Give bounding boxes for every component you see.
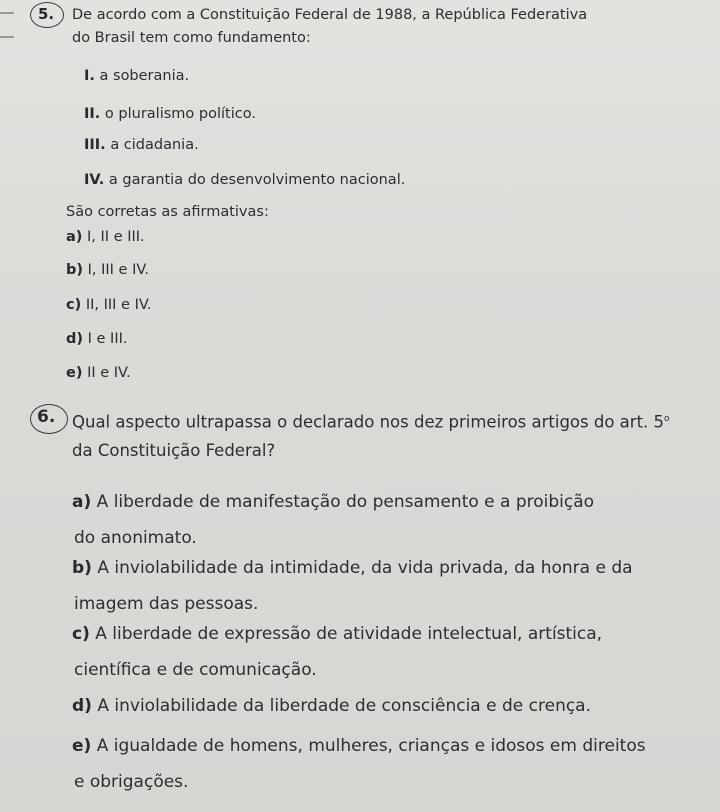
option-text-line: A igualdade de homens, mulheres, crianças e idosos em direitos	[96, 736, 646, 756]
answer-option[interactable]	[66, 262, 149, 278]
answer-option[interactable]	[72, 728, 672, 800]
statement-text: a cidadania.	[110, 137, 199, 153]
option-label: b)	[66, 262, 84, 278]
statement-item	[84, 172, 405, 188]
option-text-line: imagem das pessoas.	[74, 594, 259, 614]
option-label: a)	[66, 229, 83, 245]
option-text: I e III.	[87, 331, 128, 347]
question-stem-line: do Brasil tem como fundamento:	[72, 30, 311, 46]
answer-option[interactable]	[66, 331, 127, 347]
option-text-line: e obrigações.	[74, 772, 189, 792]
answer-option[interactable]	[72, 616, 672, 688]
statement-text: a soberania.	[99, 68, 190, 84]
option-text-line: do anonimato.	[74, 528, 197, 548]
statement-label: II.	[84, 106, 101, 122]
answer-option[interactable]	[66, 229, 145, 245]
answer-option[interactable]	[72, 550, 672, 622]
statement-item	[84, 106, 256, 122]
page-edge-mark	[0, 36, 14, 38]
option-label: c)	[66, 297, 82, 313]
option-label: d)	[66, 331, 84, 347]
answer-option[interactable]	[72, 484, 672, 556]
question-stem-line	[72, 407, 670, 435]
answer-option[interactable]	[66, 297, 152, 313]
option-label: d)	[72, 696, 92, 716]
option-label: c)	[72, 624, 90, 644]
option-text-line: científica e de comunicação.	[74, 660, 317, 680]
question-prompt: São corretas as afirmativas:	[66, 204, 269, 220]
option-text-line: A liberdade de expressão de atividade intelectual, artística,	[95, 624, 603, 644]
question-stem-line: da Constituição Federal?	[72, 441, 276, 460]
statement-item	[84, 137, 199, 153]
statement-item	[84, 68, 189, 84]
statement-text: a garantia do desenvolvimento nacional.	[108, 172, 406, 188]
statement-label: I.	[84, 68, 95, 84]
option-text-line: A liberdade de manifestação do pensamento e a proibição	[96, 492, 595, 512]
option-text: I, II e III.	[87, 229, 145, 245]
option-text: II e IV.	[87, 365, 131, 381]
option-label: b)	[72, 558, 92, 578]
question-stem-line: De acordo com a Constituição Federal de 1988, a República Federativa	[72, 7, 588, 23]
question-number: 5.	[38, 5, 55, 23]
answer-option[interactable]	[72, 688, 672, 724]
question-stem-text: Qual aspecto ultrapassa o declarado nos dez primeiros artigos do art. 5	[72, 412, 665, 432]
option-text: II, III e IV.	[85, 297, 152, 313]
statement-text: o pluralismo político.	[104, 106, 256, 122]
option-label: e)	[66, 365, 83, 381]
answer-option[interactable]	[66, 365, 131, 381]
statement-label: III.	[84, 137, 106, 153]
ordinal-superscript: o	[664, 414, 670, 424]
statement-label: IV.	[84, 172, 105, 188]
option-text: I, III e IV.	[87, 262, 150, 278]
option-text-line: A inviolabilidade da intimidade, da vida privada, da honra e da	[97, 558, 633, 578]
option-label: e)	[72, 736, 92, 756]
option-label: a)	[72, 492, 92, 512]
option-text-line: A inviolabilidade da liberdade de consciência e de crença.	[97, 696, 592, 716]
question-number: 6.	[37, 407, 56, 427]
page-edge-mark	[0, 12, 14, 14]
